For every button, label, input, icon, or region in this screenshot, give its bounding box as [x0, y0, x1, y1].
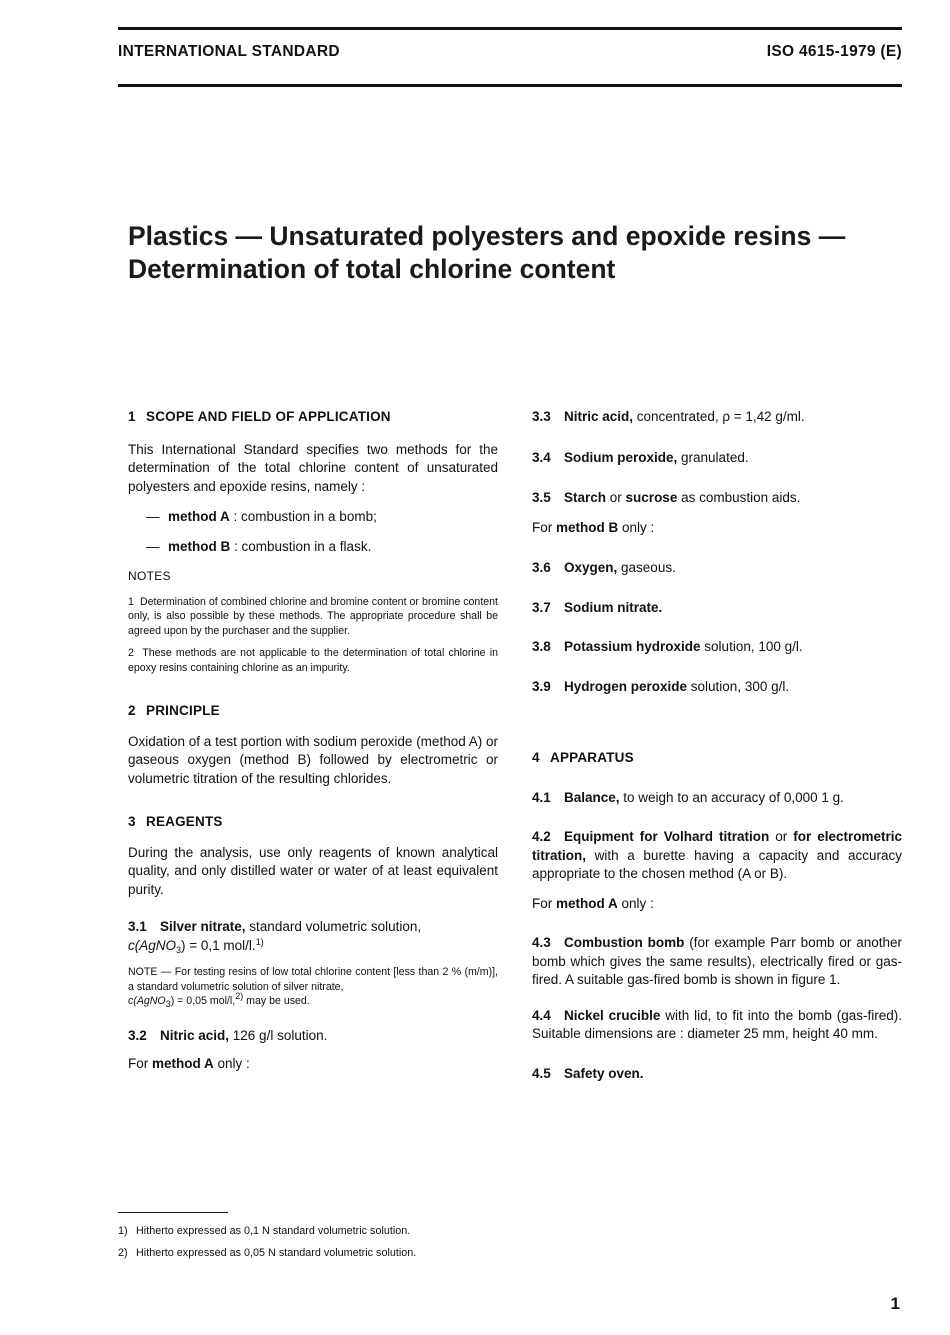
for-method-a-label: [128, 1055, 498, 1074]
footnote-number: 2): [118, 1247, 128, 1259]
item-text: or: [769, 829, 794, 844]
section-title: REAGENTS: [146, 814, 223, 829]
item-name: Nitric acid,: [160, 1027, 230, 1043]
header-standard-label: INTERNATIONAL STANDARD: [118, 43, 340, 60]
item-name: Starch: [564, 490, 607, 505]
title-line-1: Plastics — Unsaturated polyesters and epoxide resins —: [128, 221, 846, 251]
item-3-3: [532, 408, 902, 427]
item-4-1: [532, 789, 902, 808]
note-number: 2: [128, 647, 134, 659]
item-4-3: [532, 934, 902, 990]
section-title: PRINCIPLE: [146, 703, 220, 718]
label-part: only :: [617, 895, 654, 911]
item-number: 3.4: [532, 449, 551, 465]
dash-marker: —: [146, 509, 160, 524]
method-a-item: [128, 508, 498, 527]
footnote-number: 1): [118, 1225, 128, 1237]
title-line-2: Determination of total chlorine content: [128, 254, 616, 284]
scope-paragraph: This International Standard specifies two methods for the determination of the total chlorine content of unsaturated polyesters and epoxide resins, namely :: [128, 441, 498, 494]
item-name: Balance,: [564, 789, 620, 805]
footnote-1: [118, 1225, 410, 1237]
label-part: only :: [213, 1056, 250, 1071]
item-number: 4.1: [532, 789, 551, 805]
item-text: standard volumetric solution,: [245, 919, 422, 934]
item-name-2: sucrose: [625, 490, 678, 505]
reagents-paragraph: During the analysis, use only reagents of known analytical quality, and only distilled water or water of at least equivalent purity.: [128, 844, 498, 897]
page-number: 1: [890, 1294, 900, 1313]
top-rule: [118, 27, 902, 30]
section-1-heading: [128, 408, 498, 427]
section-3-heading: [128, 813, 498, 832]
item-number: 3.8: [532, 639, 551, 654]
item-number: 3.1: [128, 919, 147, 934]
section-2-heading: [128, 702, 498, 721]
document-title: [128, 220, 908, 286]
item-name: Nickel crucible: [564, 1007, 661, 1023]
footnote-ref: 2): [235, 991, 244, 1001]
item-4-4: [532, 1007, 902, 1044]
item-name: Silver nitrate,: [160, 919, 246, 934]
note-1: [128, 595, 498, 639]
item-text: gaseous.: [617, 560, 676, 575]
item-name: Equipment for Volhard titration: [564, 829, 770, 844]
for-method-a-label: [532, 895, 902, 914]
label-part: For: [532, 519, 557, 535]
label-part: only :: [618, 519, 655, 535]
item-text: concentrated, ρ = 1,42 g/ml.: [633, 409, 805, 424]
item-number: 3.3: [532, 409, 551, 424]
item-text: 126 g/l solution.: [229, 1027, 328, 1043]
item-3-7: [532, 599, 902, 618]
item-text: solution, 300 g/l.: [687, 678, 790, 694]
item-text: with a burette having a capacity and accuracy appropriate to the chosen method (A or B).: [532, 847, 902, 881]
item-3-6: [532, 559, 902, 578]
item-name: Sodium nitrate.: [564, 599, 663, 615]
for-method-b-label: [532, 519, 902, 538]
section-number: 1: [128, 409, 136, 424]
item-3-4: [532, 449, 902, 468]
item-number: 3.7: [532, 599, 551, 615]
section-title: APPARATUS: [550, 750, 634, 765]
item-number: 4.2: [532, 829, 551, 844]
item-name: Oxygen,: [564, 560, 618, 575]
method-a-label: method A: [168, 509, 230, 524]
item-name: Safety oven.: [564, 1065, 644, 1081]
item-name: Combustion bomb: [564, 935, 685, 950]
item-name-2: for electrometric titration,: [532, 829, 902, 863]
method-b-text: : combustion in a flask.: [230, 538, 372, 554]
section-number: 3: [128, 814, 136, 829]
footnote-rule: [118, 1212, 228, 1213]
section-number: 2: [128, 703, 136, 718]
item-name: Hydrogen peroxide: [564, 678, 688, 694]
formula: [128, 938, 264, 953]
item-name: Potassium hydroxide: [564, 639, 701, 654]
formula-part: ) = 0,05 mol/l,: [170, 995, 236, 1007]
item-text: or: [606, 490, 626, 505]
item-name: Nitric acid,: [564, 409, 634, 424]
item-number: 4.4: [532, 1007, 551, 1023]
item-3-2: [128, 1027, 498, 1046]
section-title: SCOPE AND FIELD OF APPLICATION: [146, 409, 391, 424]
formula-subscript: 3: [176, 944, 182, 955]
label-method: method A: [556, 895, 618, 911]
item-text: solution, 100 g/l.: [700, 639, 803, 654]
dash-marker: —: [146, 538, 160, 554]
label-method: method B: [556, 519, 619, 535]
label-part: For: [532, 895, 557, 911]
silver-nitrate-note: [128, 965, 498, 1009]
note-end: may be used.: [243, 995, 310, 1007]
footnote-text: Hitherto expressed as 0,1 N standard volumetric solution.: [136, 1225, 411, 1237]
item-number: 4.5: [532, 1065, 551, 1081]
formula-part: c(AgNO: [128, 995, 166, 1007]
note-text: Determination of combined chlorine and bromine content or bromine content only, is also possible by these methods. The appropriate procedure shall be agreed upon by the purchaser and the supplier.: [128, 595, 498, 637]
method-b-label: method B: [168, 538, 231, 554]
item-text: as combustion aids.: [677, 490, 801, 505]
principle-paragraph: Oxidation of a test portion with sodium peroxide (method A) or gaseous oxygen (method B) followed by electrometric or volumetric titration of the resulting chlorides.: [128, 733, 498, 786]
section-4-heading: [532, 749, 902, 768]
item-4-5: [532, 1065, 902, 1084]
item-3-1: [128, 918, 498, 955]
formula-part: c(AgNO: [128, 937, 177, 953]
note-text: NOTE — For testing resins of low total chlorine content [less than 2 % (m/m)], a standard volumetric solution of silver nitrate,: [128, 966, 498, 993]
item-number: 4.3: [532, 935, 551, 950]
item-3-9: [532, 678, 902, 697]
method-a-text: : combustion in a bomb;: [229, 509, 377, 524]
method-b-item: [128, 538, 498, 557]
note-text: These methods are not applicable to the determination of total chlorine in epoxy resins containing chlorine as an impurity.: [128, 647, 498, 674]
item-name: Sodium peroxide,: [564, 449, 678, 465]
footnote-ref: 1): [255, 936, 264, 947]
item-number: 3.5: [532, 490, 551, 505]
formula-part: ) = 0,1 mol/l.: [181, 937, 256, 953]
footnote-text: Hitherto expressed as 0,05 N standard volumetric solution.: [136, 1247, 417, 1259]
label-part: For: [128, 1056, 153, 1071]
label-method: method A: [152, 1056, 214, 1071]
note-2: [128, 646, 498, 675]
formula-subscript: 3: [165, 999, 171, 1009]
item-text: granulated.: [677, 449, 749, 465]
notes-heading: NOTES: [128, 569, 171, 583]
item-4-2: [532, 828, 902, 884]
header-document-number: ISO 4615-1979 (E): [766, 43, 902, 60]
right-column: [532, 408, 902, 1083]
item-3-8: [532, 638, 902, 657]
item-3-5: [532, 489, 902, 508]
footnote-2: [118, 1247, 416, 1259]
note-number: 1: [128, 595, 134, 608]
item-text: to weigh to an accuracy of 0,000 1 g.: [619, 789, 844, 805]
item-number: 3.2: [128, 1027, 147, 1043]
section-number: 4: [532, 750, 540, 765]
item-text: (for example Parr bomb or another bomb which gives the same results), electrically fired or gas-fired. A suitable gas-fired bomb is shown in figure 1.: [532, 935, 902, 987]
header-rule: [118, 84, 902, 87]
left-column: [128, 408, 498, 1074]
item-number: 3.9: [532, 678, 551, 694]
item-text: with lid, to fit into the bomb (gas-fired). Suitable dimensions are : diameter 25 mm, height 40 mm.: [532, 1007, 902, 1041]
item-number: 3.6: [532, 560, 551, 575]
